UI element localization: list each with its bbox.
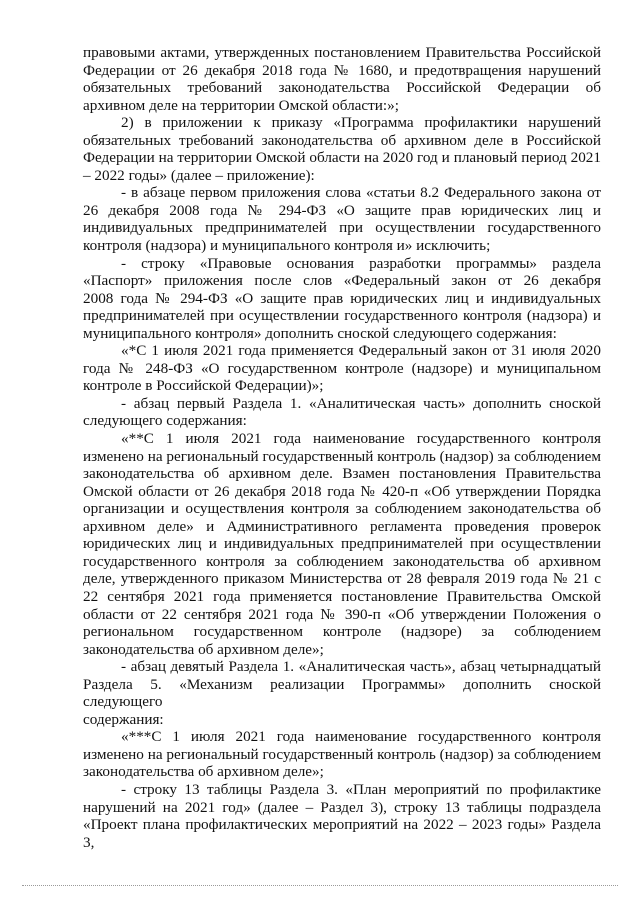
text-line: архивном деле» и Административного регламента проведения проверок (83, 517, 601, 535)
text-line: – 2022 годы» (далее – приложение): (83, 166, 315, 184)
text-line: предпринимателей при осуществлении государственного контроля (надзора) и (83, 307, 601, 325)
page-bottom-dotted-divider (22, 885, 618, 886)
text-line: контроле в Российской Федерации)»; (83, 377, 324, 395)
text-line: 26 декабря 2008 года № 294-ФЗ «О защите прав юридических лиц и (83, 201, 601, 219)
text-line: - абзац девятый Раздела 1. «Аналитическая часть», абзац четырнадцатый (121, 658, 601, 676)
text-line: деле, утвержденного приказом Министерства от 28 февраля 2019 года № 21 с (83, 570, 601, 588)
text-line: законодательства об архивном деле. Взамен постановления Правительства (83, 465, 601, 483)
text-line: - строку 13 таблицы Раздела 3. «План мероприятий по профилактике (121, 780, 601, 798)
text-line: Раздела 5. «Механизм реализации Программы» дополнить сноской следующего (83, 675, 601, 711)
text-line: 22 сентября 2021 года применяется постановление Правительства Омской (83, 587, 601, 605)
text-line: региональном государственном контроле (надзоре) за соблюдением (83, 623, 601, 641)
text-line: Федерации на территории Омской области на 2020 год и плановый период 2021 (83, 149, 601, 167)
text-line: законодательства об архивном деле»; (83, 763, 324, 781)
text-line: содержания: (83, 710, 164, 728)
text-line: «Паспорт» приложения после слов «Федеральный закон от 26 декабря (83, 272, 601, 290)
text-line: обязательных требований законодательства об архивном деле в Российской (83, 131, 601, 149)
text-line: «**С 1 июля 2021 года наименование государственного контроля (121, 430, 601, 448)
text-line: «*С 1 июля 2021 года применяется Федеральный закон от 31 июля 2020 (121, 342, 601, 360)
text-line: муниципального контроля» дополнить сноской следующего содержания: (83, 324, 557, 342)
text-line: - абзац первый Раздела 1. «Аналитическая часть» дополнить сноской (121, 394, 601, 412)
text-line: «***С 1 июля 2021 года наименование государственного контроля (121, 728, 601, 746)
text-line: - строку «Правовые основания разработки программы» раздела (121, 254, 601, 272)
text-line: года № 248-ФЗ «О государственном контроле (надзоре) и муниципальном (83, 359, 601, 377)
text-line: изменено на региональный государственный контроль (надзор) за соблюдением (83, 447, 601, 465)
text-line: индивидуальных предпринимателей при осуществлении государственного (83, 219, 601, 237)
text-line: «Проект плана профилактических мероприятий на 2022 – 2023 годы» Раздела 3, (83, 816, 601, 851)
text-line: государственного контроля за соблюдением законодательства об архивном (83, 552, 601, 570)
text-line: следующего содержания: (83, 412, 247, 430)
text-line: юридических лиц и индивидуальных предпринимателей при осуществлении (83, 535, 601, 553)
text-line: 2008 года № 294-ФЗ «О защите прав юридических лиц и индивидуальных (83, 289, 601, 307)
text-line: Омской области от 26 декабря 2018 года № 420-п «Об утверждении Порядка (83, 482, 601, 500)
text-line: - в абзаце первом приложения слова «статьи 8.2 Федерального закона от (121, 184, 601, 202)
text-line: законодательства об архивном деле»; (83, 640, 324, 658)
document-body (83, 44, 601, 851)
text-line: области от 22 сентября 2021 года № 390-п «Об утверждении Положения о (83, 605, 601, 623)
text-line: правовыми актами, утвержденных постановлением Правительства Российской (83, 44, 601, 61)
text-line: обязательных требований законодательства Российской Федерации об (83, 79, 601, 97)
text-line: нарушений на 2021 год» (далее – Раздел 3), строку 13 таблицы подраздела (83, 798, 601, 816)
text-line: архивном деле на территории Омской области:»; (83, 96, 399, 114)
text-line: изменено на региональный государственный контроль (надзор) за соблюдением (83, 745, 601, 763)
text-line: Федерации от 26 декабря 2018 года № 1680, и предотвращения нарушений (83, 61, 601, 79)
text-line: 2) в приложении к приказу «Программа профилактики нарушений (121, 114, 601, 132)
text-line: контроля (надзора) и муниципального контроля и» исключить; (83, 237, 491, 255)
text-line: организации и осуществления контроля за соблюдением законодательства об (83, 500, 601, 518)
